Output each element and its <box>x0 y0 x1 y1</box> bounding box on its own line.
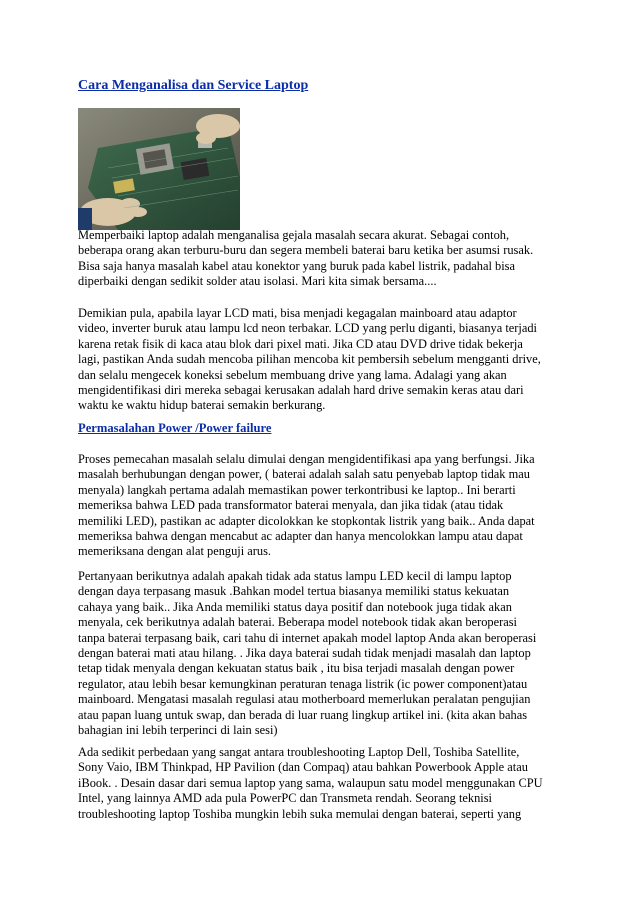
text-line: troubleshooting laptop Toshiba mungkin lebih suka memulai dengan baterai, seperti yang <box>78 806 522 821</box>
text-line: Intel, yang lainnya AMD ada pula PowerPC dan Transmeta rendah. Seorang teknisi <box>78 791 492 806</box>
text-line: memiliki LED), pastikan ac adapter dicolokkan ke stopkontak listrik yang baik.. Anda dapat <box>78 513 535 528</box>
text-line: dengan daya terpasang masuk .Bahkan model tertua biasanya memiliki status kekuatan <box>78 584 510 599</box>
laptop-repair-photo <box>78 108 240 230</box>
text-line: memeriksa bahwa dengan mencabut ac adapter dan hanya mencolokkan lampu atau dapat <box>78 529 523 544</box>
text-line: tanpa baterai terpasang baik, cari tahu di internet apakah model laptop Anda akan beroperasi <box>78 630 537 645</box>
text-line: bahagian ini lebih terperinci di lain sesi) <box>78 723 278 738</box>
paragraph-led-status <box>78 569 563 738</box>
text-line: Pertanyaan berikutnya adalah apakah tidak ada status lampu LED kecil di lampu laptop <box>78 569 512 583</box>
text-line: diperbaiki dengan sedikit solder atau isolasi. Mari kita simak bersama.... <box>78 274 437 289</box>
text-line: Demikian pula, apabila layar LCD mati, bisa menjadi kegagalan mainboard atau adaptor <box>78 306 517 320</box>
text-line: lagi, pastikan Anda sudah mencoba pilihan mencoba kit pembersih sebelum mengganti drive, <box>78 352 541 367</box>
text-line: regulator, atau lebih besar kemungkinan peraturan tenaga listrik (ic power component)atau <box>78 676 528 691</box>
text-line: mengidentifikasi diri mereka sebagai kerusakan adalah hard drive semakin keras atau dari <box>78 383 524 398</box>
text-line: Proses pemecahan masalah selalu dimulai dengan mengidentifikasi apa yang berfungsi. Jika <box>78 452 535 466</box>
text-line: dengan baterai mati atau hilang. . Jika daya baterai sudah tidak menjadi masalah dan laptop <box>78 646 531 661</box>
text-line: waktu ke waktu hidup baterai semakin berkurang. <box>78 398 326 413</box>
article-title[interactable]: Cara Menganalisa dan Service Laptop <box>78 78 309 93</box>
text-line: Memperbaiki laptop adalah menganalisa gejala masalah secara akurat. Sebagai contoh, <box>78 228 510 242</box>
text-line: memeriksa bahwa LED pada transformator baterai menyala, dan jika tidak (atau tidak <box>78 498 504 513</box>
paragraph-power <box>78 452 563 560</box>
text-line: dan selalu mengecek koneksi sebelum membuang drive yang lama. Adalagi yang akan <box>78 367 507 382</box>
section-heading-power[interactable]: Permasalahan Power /Power failure <box>78 421 272 435</box>
text-line: menyala, cek berikutnya adalah baterai. Beberapa model notebook tidak akan beroperasi <box>78 615 517 630</box>
text-line: beberapa orang akan terburu-buru dan segera membeli baterai baru ketika ber asumsi rusak. <box>78 243 534 258</box>
text-line: memeriksana dengan alat penguji arus. <box>78 544 272 559</box>
text-line: video, inverter buruk atau lampu lcd neon terbakar. LCD yang perlu diganti, biasanya terjadi <box>78 321 537 336</box>
text-line: iBook. . Desain dasar dari semua laptop yang sama, walaupun satu model menggunakan CPU <box>78 775 543 790</box>
text-line: masalah berhubungan dengan power, ( baterai adalah salah satu penyebab laptop tidak mau <box>78 467 530 482</box>
text-line: menyala) langkah pertama adalah memastikan power terkontribusi ke laptop.. Ini berarti <box>78 482 516 497</box>
text-line: Ada sedikit perbedaan yang sangat antara troubleshooting Laptop Dell, Toshiba Satellite, <box>78 745 520 759</box>
text-line: atau papan luang untuk swap, dan berada di luar ruang lingkup artikel ini. (kita akan bahas <box>78 707 528 722</box>
text-line: mainboard. Mengatasi masalah regulasi atau motherboard memerlukan peralatan pengujian <box>78 692 531 707</box>
paragraph-brands <box>78 745 563 822</box>
paragraph-intro <box>78 228 563 290</box>
text-line: Sony Vaio, IBM Thinkpad, HP Pavilion (dan Compaq) atau bahkan Powerbook Apple atau <box>78 760 528 775</box>
text-line: tetap tidak menyala dengan kekuatan status baik , itu bisa terjadi masalah dengan power <box>78 661 515 676</box>
paragraph-lcd <box>78 306 563 414</box>
text-line: karena retak fisik di kaca atau blok dari pixel mati. Jika CD atau DVD drive tidak bekerja <box>78 336 523 351</box>
text-line: cahaya yang baik.. Jika Anda memiliki status daya positif dan notebook juga tidak akan <box>78 599 512 614</box>
text-line: Bisa saja hanya masalah kabel atau konektor yang buruk pada kabel listrik, padahal bisa <box>78 258 515 273</box>
